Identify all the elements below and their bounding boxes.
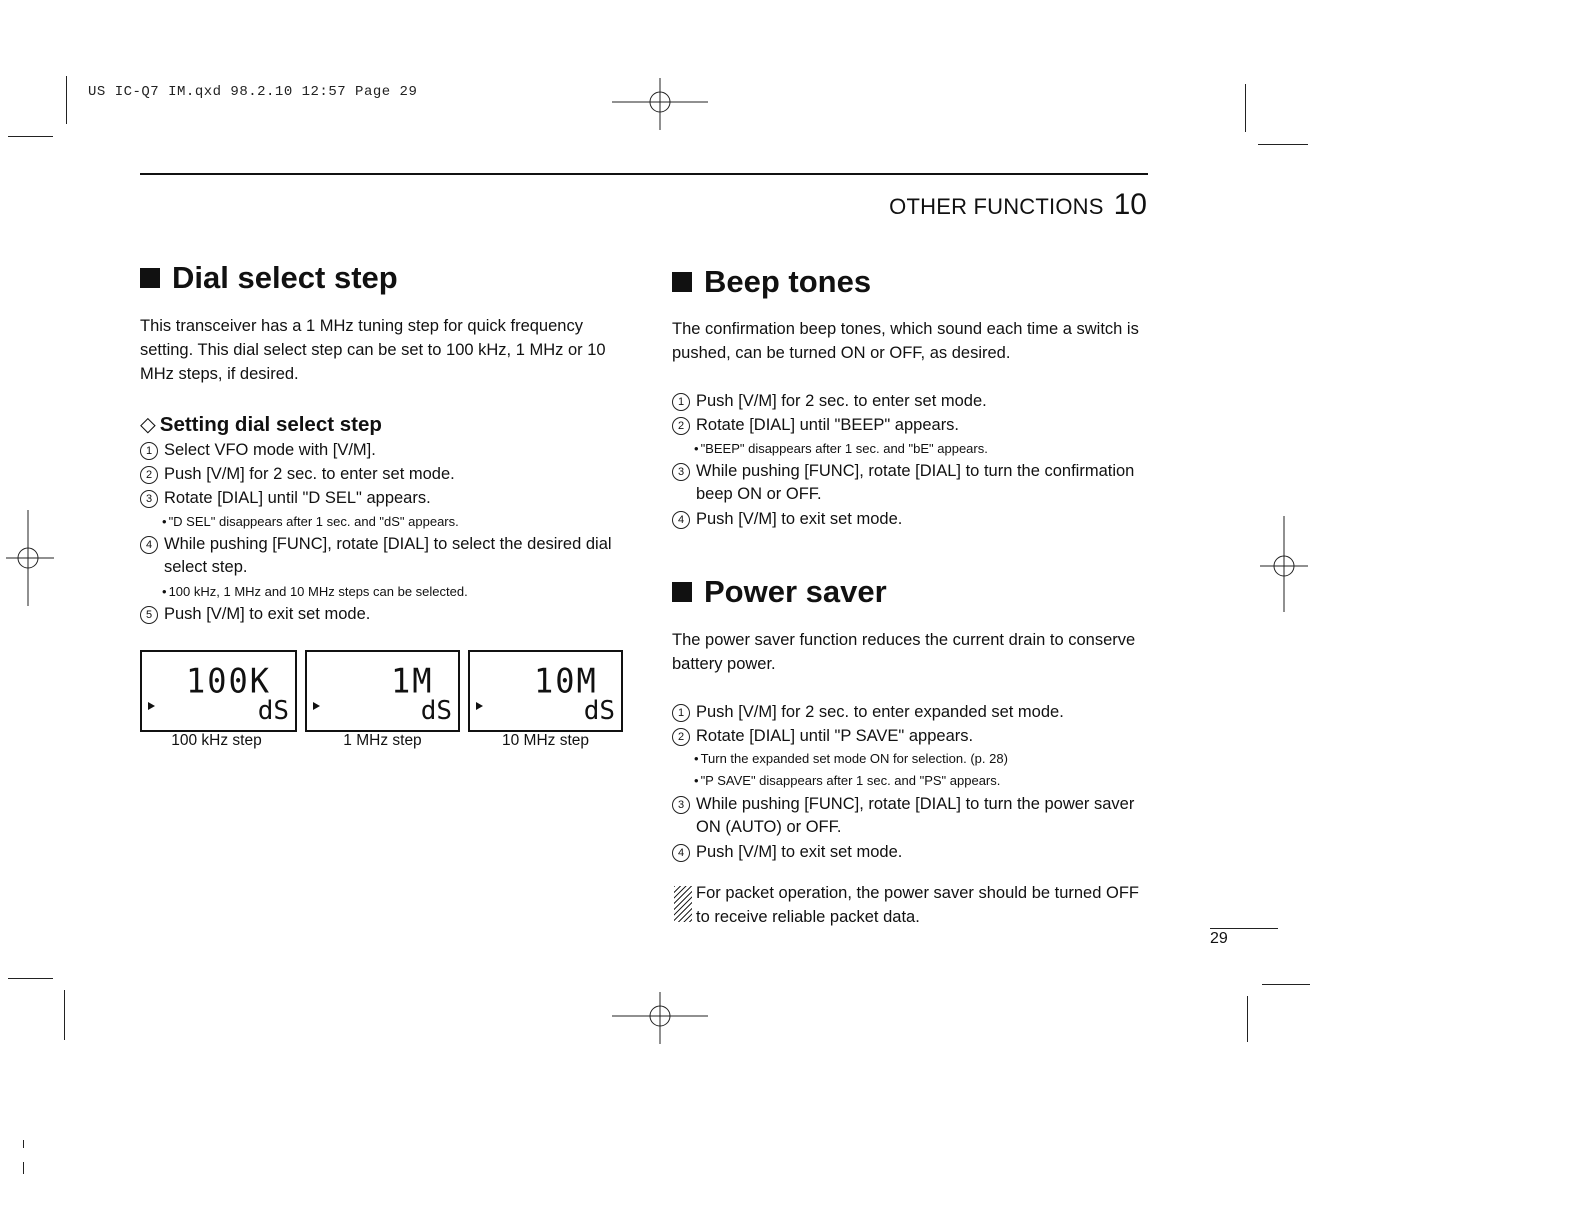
arrow-icon <box>476 702 483 710</box>
registration-mark-left <box>4 510 56 610</box>
beep-step: 2 Rotate [DIAL] until "BEEP" appears. <box>672 414 1152 437</box>
chapter-number: 10 <box>1113 188 1147 221</box>
lcd-readout: 10M <box>534 661 598 701</box>
beep-note: • "BEEP" disappears after 1 sec. and "bE" appears. <box>694 441 988 457</box>
packet-memo: For packet operation, the power saver should be turned OFF to receive reliable packet data. <box>696 884 1139 926</box>
lcd-display-1mhz <box>305 650 460 732</box>
registration-mark-right <box>1258 516 1310 616</box>
power-step: 4 Push [V/M] to exit set mode. <box>672 841 1152 864</box>
step-number: 2 <box>672 417 690 435</box>
step-number: 4 <box>672 511 690 529</box>
print-slug: US IC-Q7 IM.qxd 98.2.10 12:57 Page 29 <box>88 84 418 100</box>
dial-note: • "D SEL" disappears after 1 sec. and "dS" appears. <box>162 514 459 530</box>
arrow-icon <box>313 702 320 710</box>
lcd-display-10mhz <box>468 650 623 732</box>
step-number: 4 <box>140 536 158 554</box>
beep-step: 4 Push [V/M] to exit set mode. <box>672 508 1152 531</box>
lcd-caption: 1 MHz step <box>343 732 422 749</box>
dial-step: 4 While pushing [FUNC], rotate [DIAL] to select the desired dial select step. <box>140 533 635 579</box>
power-note: • Turn the expanded set mode ON for selection. (p. 28) <box>694 751 1008 767</box>
beep-intro: The confirmation beep tones, which sound each time a switch is pushed, can be turned ON or OFF, as desired. <box>672 320 1139 362</box>
crop-mark <box>64 990 65 1040</box>
subsection-title: ◇ Setting dial select step <box>140 413 382 436</box>
lcd-caption: 100 kHz step <box>171 732 262 749</box>
step-number: 5 <box>140 606 158 624</box>
lcd-readout: 1M <box>391 661 434 701</box>
arrow-icon <box>148 702 155 710</box>
power-note: • "P SAVE" disappears after 1 sec. and "PS" appears. <box>694 773 1000 789</box>
lcd-readout: 100K <box>186 661 272 701</box>
square-bullet-icon <box>140 268 160 288</box>
lcd-display-100khz <box>140 650 297 732</box>
step-number: 1 <box>672 704 690 722</box>
crop-mark <box>1247 996 1248 1042</box>
page-number: 29 <box>1210 930 1228 947</box>
registration-mark-bottom <box>612 988 712 1046</box>
crop-mark <box>8 978 53 979</box>
lcd-caption: 10 MHz step <box>501 732 589 749</box>
square-bullet-icon <box>672 272 692 292</box>
section-title-power-saver: Power saver <box>672 574 887 610</box>
diamond-icon: ◇ <box>140 413 156 436</box>
crop-mark <box>23 1140 24 1148</box>
step-number: 2 <box>140 466 158 484</box>
power-step: 1 Push [V/M] for 2 sec. to enter expanded set mode. <box>672 701 1152 724</box>
power-intro: The power saver function reduces the current drain to conserve battery power. <box>672 631 1136 673</box>
header-rule <box>140 173 1148 175</box>
dial-step: 5 Push [V/M] to exit set mode. <box>140 603 630 626</box>
power-step: 2 Rotate [DIAL] until "P SAVE" appears. <box>672 725 1152 748</box>
step-number: 1 <box>140 442 158 460</box>
step-number: 4 <box>672 844 690 862</box>
note-hatch-icon <box>674 886 692 922</box>
crop-mark <box>23 1162 24 1174</box>
crop-mark <box>8 136 53 137</box>
registration-mark-top <box>612 74 712 132</box>
step-number: 3 <box>672 463 690 481</box>
crop-mark <box>1262 984 1310 985</box>
dial-step: 1 Select VFO mode with [V/M]. <box>140 439 630 462</box>
crop-mark <box>66 76 67 124</box>
chapter-title: OTHER FUNCTIONS <box>889 194 1104 219</box>
lcd-indicator: dS <box>420 696 452 726</box>
lcd-indicator: dS <box>257 696 289 726</box>
dial-intro: This transceiver has a 1 MHz tuning step for quick frequency setting. This dial select step can be set to 100 kHz, 1 MHz or 10 MHz steps, if desired. <box>140 317 606 383</box>
step-number: 2 <box>672 728 690 746</box>
square-bullet-icon <box>672 582 692 602</box>
power-step: 3 While pushing [FUNC], rotate [DIAL] to turn the power saver ON (AUTO) or OFF. <box>672 793 1152 839</box>
chapter-header <box>889 188 1147 222</box>
step-number: 3 <box>140 490 158 508</box>
crop-mark <box>1245 84 1246 132</box>
crop-mark <box>1258 144 1308 145</box>
step-number: 3 <box>672 796 690 814</box>
section-title-beep-tones: Beep tones <box>672 264 871 300</box>
dial-note: • 100 kHz, 1 MHz and 10 MHz steps can be selected. <box>162 584 468 600</box>
section-title-dial-select: Dial select step <box>140 260 398 296</box>
step-number: 1 <box>672 393 690 411</box>
beep-step: 3 While pushing [FUNC], rotate [DIAL] to turn the confirmation beep ON or OFF. <box>672 460 1152 506</box>
lcd-indicator: dS <box>583 696 615 726</box>
dial-step: 3 Rotate [DIAL] until "D SEL" appears. <box>140 487 630 510</box>
beep-step: 1 Push [V/M] for 2 sec. to enter set mode. <box>672 390 1152 413</box>
page-number-rule <box>1210 928 1278 929</box>
dial-step: 2 Push [V/M] for 2 sec. to enter set mode. <box>140 463 630 486</box>
